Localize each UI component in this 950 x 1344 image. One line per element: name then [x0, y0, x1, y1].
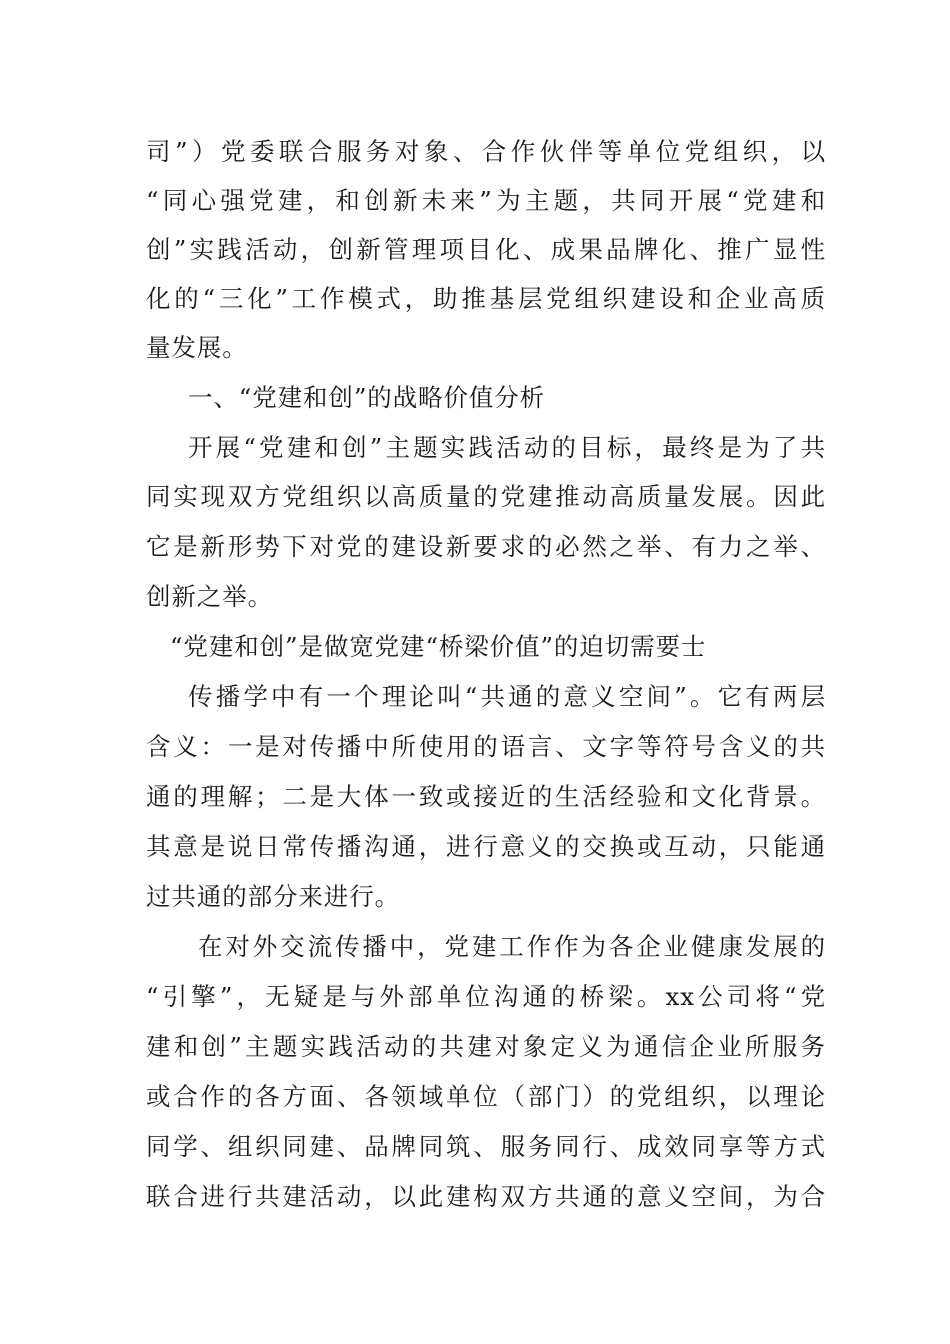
paragraph-3-line-2: 含义：一是对传播中所使用的语言、文字等符号含义的共	[146, 732, 826, 761]
paragraph-3-line-4: 其意是说日常传播沟通，进行意义的交换或互动，只能通	[146, 832, 826, 861]
section-heading-2: “党建和创”是做宽党建“桥梁价值”的迫切需要士	[170, 632, 707, 661]
paragraph-1-line-5: 量发展。	[146, 333, 248, 362]
paragraph-4-line-5: 同学、组织同建、品牌同筑、服务同行、成效同享等方式	[146, 1132, 826, 1161]
paragraph-1-line-2: “同心强党建，和创新未来”为主题，共同开展“党建和	[146, 186, 826, 215]
paragraph-2-line-1: 开展“党建和创”主题实践活动的目标，最终是为了共	[188, 433, 826, 462]
section-heading-1: 一、“党建和创”的战略价值分析	[188, 383, 546, 412]
paragraph-3-line-1: 传播学中有一个理论叫“共通的意义空间”。它有两层	[188, 682, 826, 711]
paragraph-4-line-4: 或合作的各方面、各领域单位（部门）的党组织，以理论	[146, 1082, 826, 1111]
paragraph-1-line-3: 创”实践活动，创新管理项目化、成果品牌化、推广显性	[146, 235, 826, 264]
paragraph-3-line-3: 通的理解；二是大体一致或接近的生活经验和文化背景。	[146, 782, 826, 811]
paragraph-1-line-4: 化的“三化”工作模式，助推基层党组织建设和企业高质	[146, 284, 826, 313]
paragraph-4-line-6: 联合进行共建活动，以此建构双方共通的意义空间，为合	[146, 1182, 826, 1211]
paragraph-4-line-2: “引擎”，无疑是与外部单位沟通的桥梁。xx公司将“党	[146, 982, 826, 1011]
paragraph-1-line-1: 司”）党委联合服务对象、合作伙伴等单位党组织，以	[146, 137, 826, 166]
paragraph-4-line-1: 在对外交流传播中，党建工作作为各企业健康发展的	[198, 932, 826, 961]
paragraph-2-line-2: 同实现双方党组织以高质量的党建推动高质量发展。因此	[146, 482, 826, 511]
paragraph-4-line-3: 建和创”主题实践活动的共建对象定义为通信企业所服务	[146, 1032, 826, 1061]
paragraph-3-line-5: 过共通的部分来进行。	[146, 882, 400, 911]
paragraph-2-line-3: 它是新形势下对党的建设新要求的必然之举、有力之举、	[146, 532, 826, 561]
paragraph-2-line-4: 创新之举。	[146, 582, 273, 611]
